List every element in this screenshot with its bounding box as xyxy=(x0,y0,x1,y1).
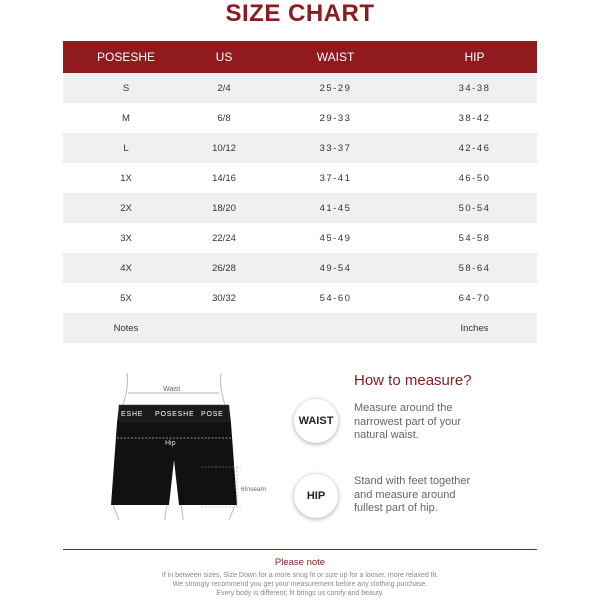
table-row xyxy=(63,73,537,103)
hip-cell: 46-50 xyxy=(412,163,537,193)
waist-cell: 45-49 xyxy=(259,223,412,253)
waistband-brand-right: POSE xyxy=(201,411,224,418)
hip-measure-badge xyxy=(294,474,338,518)
waist-badge-label: WAIST xyxy=(298,415,334,427)
column-header-poseshe: POSESHE xyxy=(63,41,189,73)
size-cell: 3X xyxy=(63,223,189,253)
notes-label: Notes xyxy=(63,313,189,343)
table-row xyxy=(63,253,537,283)
waist-measure-description: Measure around the narrowest part of your natural waist. xyxy=(354,402,461,441)
waistband-brand-center: POSESHE xyxy=(155,411,195,418)
size-cell: 1X xyxy=(63,163,189,193)
waist-cell: 37-41 xyxy=(259,163,412,193)
size-cell: M xyxy=(63,103,189,133)
table-row xyxy=(63,133,537,163)
note-line: If in between sizes, Size Down for a more snug fit or size up for a looser, more relaxed fit. xyxy=(161,572,439,579)
us-size-cell: 22/24 xyxy=(189,223,259,253)
us-size-cell: 30/32 xyxy=(189,283,259,313)
hip-cell: 38-42 xyxy=(412,103,537,133)
size-cell: 2X xyxy=(63,193,189,223)
hip-measure-description: Stand with feet together and measure around fullest part of hip. xyxy=(354,475,471,514)
hip-cell: 34-38 xyxy=(412,73,537,103)
size-cell: S xyxy=(63,73,189,103)
size-chart-table xyxy=(63,41,537,343)
waist-measure-badge xyxy=(294,399,338,443)
inseam-figure-label: 6Inseam xyxy=(241,486,266,493)
column-header-hip: HIP xyxy=(412,41,537,73)
us-size-cell: 26/28 xyxy=(189,253,259,283)
hip-cell: 58-64 xyxy=(412,253,537,283)
us-size-cell: 10/12 xyxy=(189,133,259,163)
waist-cell: 29-33 xyxy=(259,103,412,133)
us-size-cell: 14/16 xyxy=(189,163,259,193)
page-title: SIZE CHART xyxy=(225,0,375,27)
column-header-waist: WAIST xyxy=(259,41,412,73)
waist-cell: 25-29 xyxy=(259,73,412,103)
us-size-cell: 18/20 xyxy=(189,193,259,223)
hip-cell: 42-46 xyxy=(412,133,537,163)
column-header-us: US xyxy=(189,41,259,73)
size-cell: L xyxy=(63,133,189,163)
us-size-cell: 2/4 xyxy=(189,73,259,103)
table-row xyxy=(63,103,537,133)
notes-row xyxy=(63,313,537,343)
table-row xyxy=(63,283,537,313)
notes-empty-cell xyxy=(189,313,259,343)
note-line: Every body is different; fit brings us comfy and beauty. xyxy=(216,590,384,597)
waist-cell: 41-45 xyxy=(259,193,412,223)
notes-empty-cell xyxy=(259,313,412,343)
note-line: We strongly recommend you get your measurement before any clothing purchase. xyxy=(172,581,428,588)
hip-cell: 64-70 xyxy=(412,283,537,313)
table-header-row xyxy=(63,41,537,73)
note-divider xyxy=(63,549,537,550)
table-row xyxy=(63,163,537,193)
how-to-measure-title: How to measure? xyxy=(354,372,472,389)
waist-cell: 54-60 xyxy=(259,283,412,313)
size-cell: 5X xyxy=(63,283,189,313)
waist-cell: 33-37 xyxy=(259,133,412,163)
hip-figure-label: Hip xyxy=(165,440,176,447)
hip-cell: 50-54 xyxy=(412,193,537,223)
waist-figure-label: Waist xyxy=(163,386,181,393)
units-label: Inches xyxy=(412,313,537,343)
size-cell: 4X xyxy=(63,253,189,283)
please-note-title: Please note xyxy=(274,557,326,568)
table-row xyxy=(63,193,537,223)
shorts-measurement-figure xyxy=(95,365,270,520)
us-size-cell: 6/8 xyxy=(189,103,259,133)
waist-cell: 49-54 xyxy=(259,253,412,283)
hip-cell: 54-58 xyxy=(412,223,537,253)
waistband-brand-left: ESHE xyxy=(121,411,144,418)
table-row xyxy=(63,223,537,253)
hip-badge-label: HIP xyxy=(306,490,326,502)
